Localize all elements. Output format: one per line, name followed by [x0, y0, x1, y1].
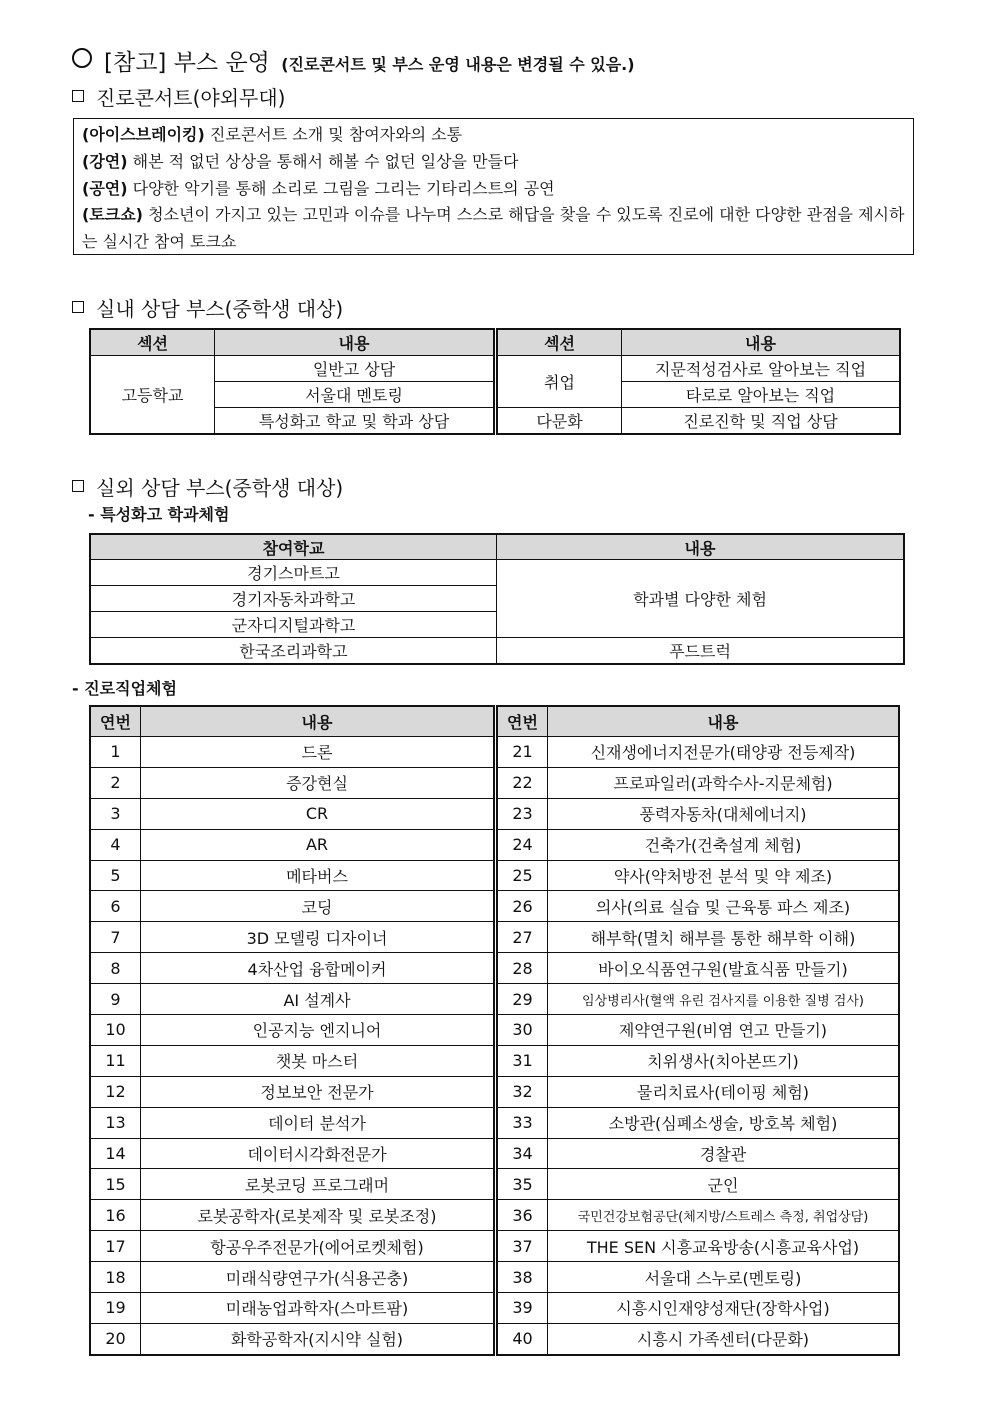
job-cell: 드론	[141, 737, 494, 768]
number-cell: 1	[91, 737, 141, 768]
table-row	[91, 953, 494, 984]
page-title	[72, 44, 635, 77]
table-row	[498, 1262, 899, 1293]
job-cell: 증강현실	[141, 767, 494, 798]
table-row	[498, 1200, 899, 1231]
school-cell: 군자디지털과학고	[91, 612, 497, 638]
column-header: 섹션	[91, 330, 215, 356]
section-cell: 다문화	[498, 408, 622, 434]
table-row	[91, 1107, 494, 1138]
table-row	[91, 1231, 494, 1262]
job-cell: 항공우주전문가(에어로켓체험)	[141, 1231, 494, 1262]
job-cell: 화학공학자(지시약 실험)	[141, 1323, 494, 1354]
table-row	[91, 922, 494, 953]
number-cell: 26	[498, 891, 548, 922]
job-cell: 바이오식품연구원(발효식품 만들기)	[548, 953, 899, 984]
concert-text: 해본 적 없던 상상을 통해서 해볼 수 없던 일상을 만들다	[127, 151, 519, 171]
column-header: 참여학교	[91, 535, 497, 560]
concert-heading	[72, 82, 286, 111]
table-row	[498, 1045, 899, 1076]
table-row	[498, 798, 899, 829]
concert-item	[82, 202, 905, 256]
column-header: 연번	[91, 707, 141, 737]
job-cell: 의사(의료 실습 및 근육통 파스 제조)	[548, 891, 899, 922]
table-row	[498, 984, 899, 1015]
job-cell: 신재생에너지전문가(태양광 전등제작)	[548, 737, 899, 768]
table-row	[498, 922, 899, 953]
section-cell: 고등학교	[91, 356, 215, 434]
table-row	[498, 829, 899, 860]
number-cell: 35	[498, 1169, 548, 1200]
content-cell: 학과별 다양한 체험	[497, 560, 904, 638]
square-bullet-icon	[72, 480, 84, 492]
number-cell: 37	[498, 1231, 548, 1262]
job-cell: 정보보안 전문가	[141, 1076, 494, 1107]
concert-item	[82, 122, 905, 149]
table-row	[498, 1293, 899, 1324]
number-cell: 39	[498, 1293, 548, 1324]
job-cell: 임상병리사(혈액 유린 검사지를 이용한 질병 검사)	[548, 984, 899, 1015]
table-row	[91, 891, 494, 922]
table-row	[91, 1169, 494, 1200]
jobs-table-right	[497, 706, 899, 1355]
concert-tag: (아이스브레이킹)	[82, 125, 205, 144]
table-row	[91, 1045, 494, 1076]
indoor-table-right	[497, 329, 900, 434]
number-cell: 12	[91, 1076, 141, 1107]
job-cell: 치위생사(치아본뜨기)	[548, 1045, 899, 1076]
job-cell: 국민건강보험공단(체지방/스트레스 측정, 취업상담)	[548, 1200, 899, 1231]
concert-box	[73, 118, 914, 255]
column-header: 내용	[497, 535, 904, 560]
job-cell: 제약연구원(비염 연고 만들기)	[548, 1015, 899, 1046]
job-cell: 미래식량연구가(식용곤충)	[141, 1262, 494, 1293]
concert-item	[82, 149, 905, 176]
table-row	[91, 1076, 494, 1107]
title-note: (진로콘서트 및 부스 운영 내용은 변경될 수 있음.)	[281, 55, 635, 74]
job-cell: 3D 모델링 디자이너	[141, 922, 494, 953]
table-row	[498, 737, 899, 768]
table-row	[498, 1169, 899, 1200]
number-cell: 9	[91, 984, 141, 1015]
table-row	[91, 1293, 494, 1324]
number-cell: 23	[498, 798, 548, 829]
number-cell: 30	[498, 1015, 548, 1046]
number-cell: 25	[498, 860, 548, 891]
circle-bullet-icon	[72, 48, 92, 68]
table-row	[91, 984, 494, 1015]
job-cell: 4차산업 융합메이커	[141, 953, 494, 984]
school-cell: 경기스마트고	[91, 560, 497, 586]
table-row	[91, 1200, 494, 1231]
number-cell: 17	[91, 1231, 141, 1262]
content-cell: 서울대 멘토링	[215, 382, 494, 408]
job-cell: 해부학(멸치 해부를 통한 해부학 이해)	[548, 922, 899, 953]
sub-heading-specialized: - 특성화고 학과체험	[88, 505, 230, 524]
table-row	[91, 737, 494, 768]
concert-tag: (공연)	[82, 178, 128, 198]
school-cell: 한국조리과학고	[91, 638, 497, 664]
number-cell: 19	[91, 1293, 141, 1324]
school-table	[90, 534, 904, 664]
concert-tag: (강연)	[82, 151, 128, 171]
number-cell: 16	[91, 1200, 141, 1231]
table-row	[498, 1015, 899, 1046]
number-cell: 3	[91, 798, 141, 829]
table-row	[91, 798, 494, 829]
job-cell: 풍력자동차(대체에너지)	[548, 798, 899, 829]
job-cell: 군인	[548, 1169, 899, 1200]
table-row	[498, 1076, 899, 1107]
table-row	[91, 829, 494, 860]
table-row	[91, 1262, 494, 1293]
number-cell: 13	[91, 1107, 141, 1138]
number-cell: 22	[498, 767, 548, 798]
column-header: 내용	[548, 707, 899, 737]
number-cell: 20	[91, 1323, 141, 1354]
column-header: 연번	[498, 707, 548, 737]
number-cell: 29	[498, 984, 548, 1015]
content-cell: 푸드트럭	[497, 638, 904, 664]
number-cell: 15	[91, 1169, 141, 1200]
outdoor-heading-text: 실외 상담 부스(중학생 대상)	[96, 476, 344, 500]
job-cell: CR	[141, 798, 494, 829]
number-cell: 40	[498, 1323, 548, 1354]
concert-item	[82, 176, 905, 203]
number-cell: 21	[498, 737, 548, 768]
concert-heading-text: 진로콘서트(야외무대)	[96, 86, 286, 110]
sub-heading-jobs: - 진로직업체험	[72, 679, 177, 698]
table-row	[91, 1138, 494, 1169]
column-header: 내용	[141, 707, 494, 737]
number-cell: 32	[498, 1076, 548, 1107]
concert-text: 진로콘서트 소개 및 참여자와의 소통	[204, 125, 463, 144]
number-cell: 6	[91, 891, 141, 922]
job-cell: 미래농업과학자(스마트팜)	[141, 1293, 494, 1324]
number-cell: 34	[498, 1138, 548, 1169]
job-cell: THE SEN 시흥교육방송(시흥교육사업)	[548, 1231, 899, 1262]
job-cell: AR	[141, 829, 494, 860]
number-cell: 5	[91, 860, 141, 891]
title-text: [참고] 부스 운영	[104, 50, 270, 76]
content-cell: 지문적성검사로 알아보는 직업	[622, 356, 900, 382]
job-cell: 인공지능 엔지니어	[141, 1015, 494, 1046]
concert-text: 청소년이 가지고 있는 고민과 이슈를 나누며 스스로 해답을 찾을 수 있도록 진로에 대한 다양한 관점을 제시하는 실시간 참여 토크쇼	[82, 205, 905, 252]
job-cell: 소방관(심폐소생술, 방호복 체험)	[548, 1107, 899, 1138]
indoor-heading-text: 실내 상담 부스(중학생 대상)	[96, 297, 344, 321]
table-row	[498, 1138, 899, 1169]
number-cell: 11	[91, 1045, 141, 1076]
content-cell: 진로진학 및 직업 상담	[622, 408, 900, 434]
number-cell: 7	[91, 922, 141, 953]
number-cell: 38	[498, 1262, 548, 1293]
number-cell: 18	[91, 1262, 141, 1293]
job-cell: 메타버스	[141, 860, 494, 891]
job-cell: 챗봇 마스터	[141, 1045, 494, 1076]
table-row	[91, 860, 494, 891]
column-header: 내용	[215, 330, 494, 356]
job-cell: 로봇공학자(로봇제작 및 로봇조정)	[141, 1200, 494, 1231]
square-bullet-icon	[72, 301, 84, 313]
job-cell: 데이터시각화전문가	[141, 1138, 494, 1169]
table-row	[498, 1231, 899, 1262]
job-cell: AI 설계사	[141, 984, 494, 1015]
job-cell: 물리치료사(테이핑 체험)	[548, 1076, 899, 1107]
job-cell: 시흥시 가족센터(다문화)	[548, 1323, 899, 1354]
number-cell: 36	[498, 1200, 548, 1231]
number-cell: 28	[498, 953, 548, 984]
jobs-table-left	[90, 706, 494, 1355]
table-row	[498, 860, 899, 891]
number-cell: 24	[498, 829, 548, 860]
table-row	[498, 953, 899, 984]
section-cell: 취업	[498, 356, 622, 408]
number-cell: 14	[91, 1138, 141, 1169]
number-cell: 4	[91, 829, 141, 860]
table-row	[91, 1323, 494, 1354]
number-cell: 27	[498, 922, 548, 953]
table-row	[498, 1323, 899, 1354]
square-bullet-icon	[72, 90, 84, 102]
number-cell: 8	[91, 953, 141, 984]
column-header: 내용	[622, 330, 900, 356]
indoor-heading	[72, 293, 343, 322]
concert-tag: (토크쇼)	[82, 205, 143, 225]
number-cell: 10	[91, 1015, 141, 1046]
table-row	[498, 891, 899, 922]
concert-text: 다양한 악기를 통해 소리로 그림을 그리는 기타리스트의 공연	[127, 178, 555, 198]
content-cell: 타로로 알아보는 직업	[622, 382, 900, 408]
content-cell: 특성화고 학교 및 학과 상담	[215, 408, 494, 434]
table-row	[498, 767, 899, 798]
number-cell: 33	[498, 1107, 548, 1138]
job-cell: 서울대 스누로(멘토링)	[548, 1262, 899, 1293]
indoor-table-left	[90, 329, 494, 434]
table-row	[498, 1107, 899, 1138]
job-cell: 로봇코딩 프로그래머	[141, 1169, 494, 1200]
job-cell: 프로파일러(과학수사-지문체험)	[548, 767, 899, 798]
school-cell: 경기자동차과학고	[91, 586, 497, 612]
job-cell: 경찰관	[548, 1138, 899, 1169]
table-row	[91, 1015, 494, 1046]
number-cell: 2	[91, 767, 141, 798]
number-cell: 31	[498, 1045, 548, 1076]
outdoor-heading	[72, 472, 343, 501]
column-header: 섹션	[498, 330, 622, 356]
job-cell: 약사(약처방전 분석 및 약 제조)	[548, 860, 899, 891]
table-row	[91, 767, 494, 798]
job-cell: 데이터 분석가	[141, 1107, 494, 1138]
job-cell: 건축가(건축설계 체험)	[548, 829, 899, 860]
job-cell: 코딩	[141, 891, 494, 922]
job-cell: 시흥시인재양성재단(장학사업)	[548, 1293, 899, 1324]
content-cell: 일반고 상담	[215, 356, 494, 382]
